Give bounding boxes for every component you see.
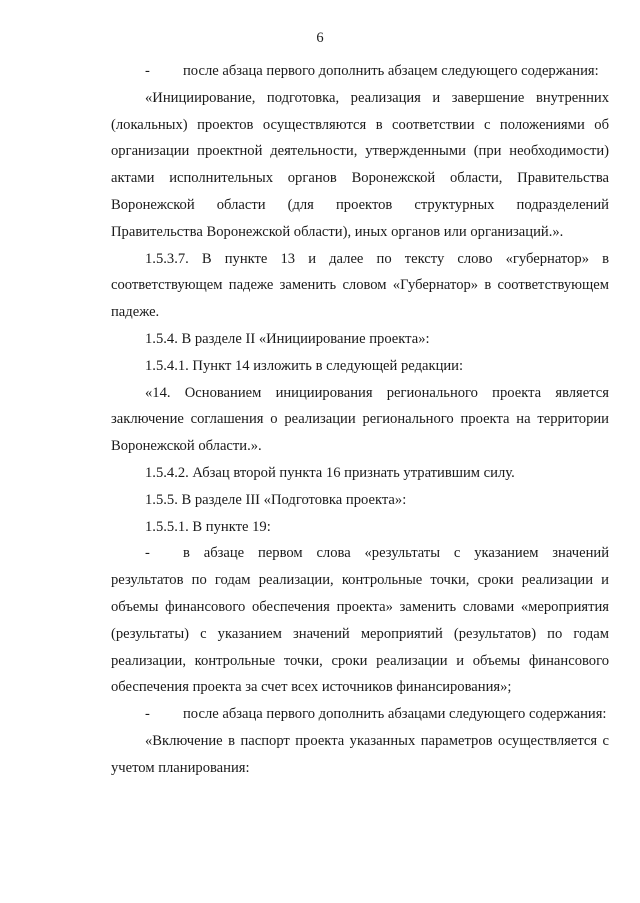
paragraph-dash-3 [111, 701, 609, 728]
paragraph: 1.5.4. В разделе II «Инициирование проекта»: [145, 330, 430, 347]
dash-marker: - [145, 545, 150, 562]
paragraph: 1.5.5.1. В пункте 19: [145, 518, 271, 535]
paragraph: 1.5.5. В разделе III «Подготовка проекта»: [145, 491, 407, 508]
paragraph-text: после абзаца первого дополнить абзацем следующего содержания: [183, 63, 599, 79]
page-number: 6 [316, 30, 324, 46]
paragraph: «Инициирование, подготовка, реализация и завершение внутренних (локальных) проектов осуществляются в соответствии с положениями об организации проектной деятельности, утвержденными (при необходимости) актами исполнительных органов Воронежской области, Правительства Воронежской области (для проектов структурных подразделений Правительства Воронежской области), иных органов или организаций.». [111, 89, 609, 240]
dash-marker: - [145, 63, 150, 79]
paragraph: 1.5.4.2. Абзац второй пункта 16 признать утратившим силу. [145, 464, 515, 481]
paragraph: 1.5.3.7. В пункте 13 и далее по тексту слово «губернатор» в соответствующем падеже заменить словом «Губернатор» в соответствующем падеже. [111, 250, 609, 321]
paragraph-dash-2 [111, 540, 609, 701]
paragraph: «Включение в паспорт проекта указанных параметров осуществляется с учетом планирования: [111, 732, 609, 776]
paragraph-text: в абзаце первом слова «результаты с указанием значений результатов по годам реализации, контрольные точки, сроки реализации и объемы финансового обеспечения проекта» заменить словами «мероприятия (результаты) с указанием значений мероприятий (результатов) по годам реализации, контрольные точки, сроки реализации и объемы финансового обеспечения проекта за счет всех источников финансирования»; [111, 545, 609, 696]
paragraph-dash-1 [111, 58, 609, 85]
paragraph-text: после абзаца первого дополнить абзацами следующего содержания: [183, 706, 607, 723]
paragraph: 1.5.4.1. Пункт 14 изложить в следующей редакции: [145, 357, 464, 374]
document-body [111, 58, 609, 782]
paragraph: «14. Основанием инициирования регионального проекта является заключение соглашения о реализации регионального проекта на территории Воронежской области.». [111, 384, 609, 455]
dash-marker: - [145, 706, 150, 723]
